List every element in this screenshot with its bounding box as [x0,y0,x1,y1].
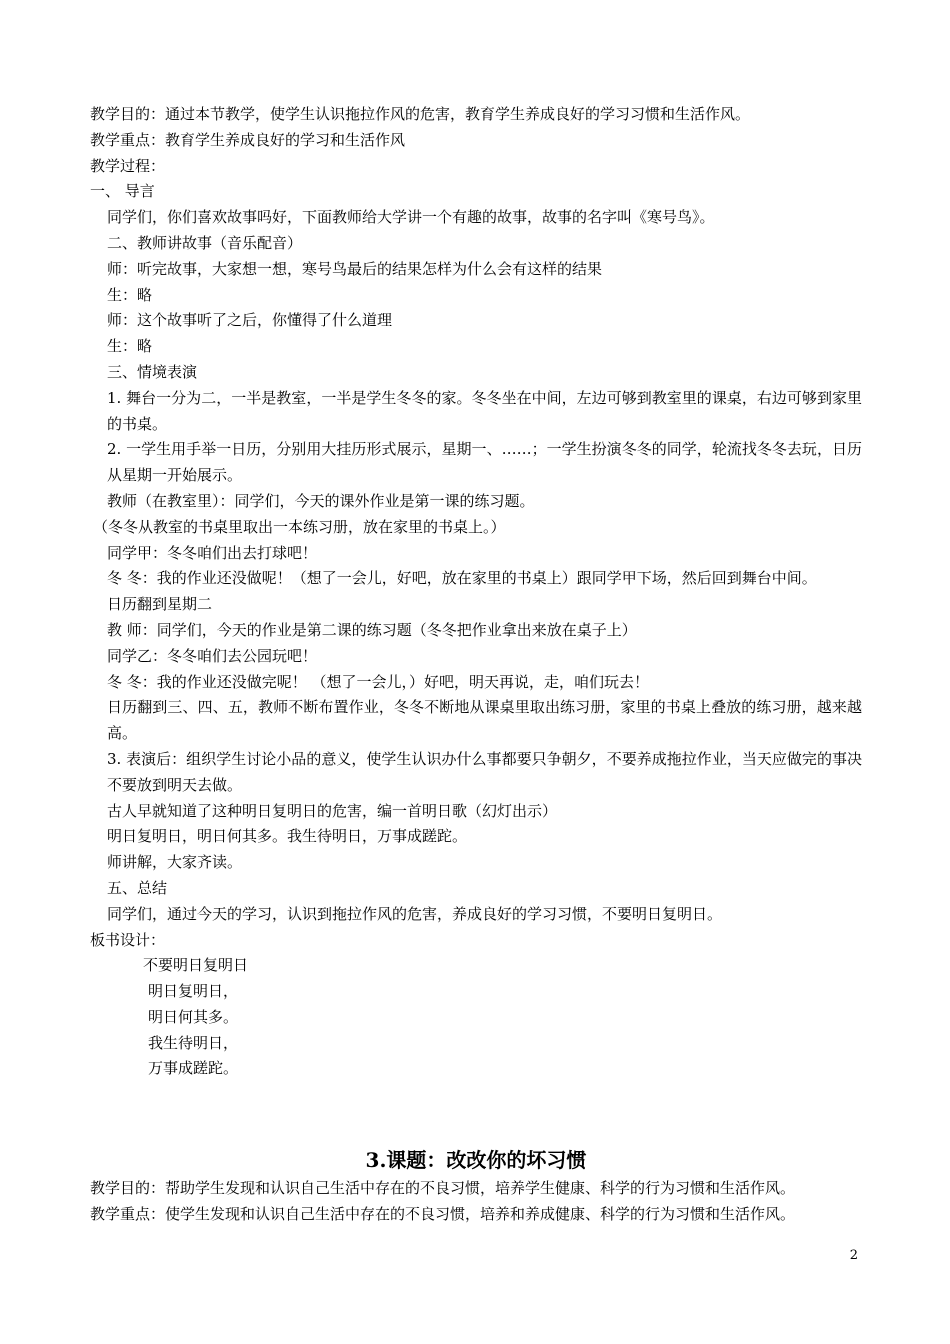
paragraph: 生：略 [107,285,153,304]
board-line: 明日何其多。 [148,1007,239,1026]
paragraph: 3. 表演后：组织学生讨论小品的意义，使学生认识办什么事都要只争朝夕，不要养成拖拉作业，当天应做完的事决不要放到明天去做。 [107,749,862,794]
lesson-heading: 3.课题：改改你的坏习惯 [365,1148,587,1173]
paragraph: 冬 冬：我的作业还没做呢！（想了一会儿，好吧，放在家里的书桌上）跟同学甲下场，然后回到舞台中间。 [107,569,817,588]
paragraph: 2. 一学生用手举一日历，分别用大挂历形式展示，星期一、……；一学生扮演冬冬的同学，轮流找冬冬去玩，日历从星期一开始展示。 [107,440,862,485]
paragraph: 1. 舞台一分为二，一半是教室，一半是学生冬冬的家。冬冬坐在中间，左边可够到教室里的课桌，右边可够到家里的书桌。 [107,388,862,433]
paragraph: 同学乙：冬冬咱们去公园玩吧！ [107,646,318,665]
paragraph: 日历翻到三、四、五，教师不断布置作业，冬冬不断地从课桌里取出练习册，家里的书桌上叠放的练习册，越来越高。 [107,698,862,743]
board-line: 我生待明日， [148,1033,239,1052]
paragraph: 教 师：同学们，今天的作业是第二课的练习题（冬冬把作业拿出来放在桌子上） [107,620,637,639]
board-line: 万事成蹉跎。 [148,1059,239,1078]
page-number: 2 [849,1248,858,1263]
process-label: 教学过程： [90,156,166,175]
section-story: 二、教师讲故事（音乐配音） [107,233,303,252]
paragraph: 同学们，通过今天的学习，认识到拖拉作风的危害，养成良好的学习习惯，不要明日复明日。 [107,904,723,923]
spacer [90,1082,862,1144]
paragraph: 古人早就知道了这种明日复明日的危害，编一首明日歌（幻灯出示） [107,801,558,820]
section-summary: 五、总结 [107,878,168,897]
section-roleplay: 三、情境表演 [107,362,198,381]
key-point-line: 教学重点：使学生发现和认识自己生活中存在的不良习惯，培养和养成健康、科学的行为习惯和生活作风。 [90,1205,796,1224]
paragraph: 师讲解，大家齐读。 [107,853,243,872]
board-line: 明日复明日， [148,982,239,1001]
paragraph: 同学甲：冬冬咱们出去打球吧！ [107,543,318,562]
objective-line: 教学目的：帮助学生发现和认识自己生活中存在的不良习惯，培养学生健康、科学的行为习惯和生活作风。 [90,1179,796,1198]
paragraph: 同学们，你们喜欢故事吗好，下面教师给大学讲一个有趣的故事，故事的名字叫《寒号鸟》。 [107,208,715,227]
paragraph: 日历翻到星期二 [107,595,213,614]
poem-line: 明日复明日，明日何其多。我生待明日，万事成蹉跎。 [107,827,468,846]
board-design-label: 板书设计： [90,930,166,949]
paragraph: 冬 冬：我的作业还没做完呢！ （想了一会儿，）好吧，明天再说，走，咱们玩去！ [107,672,650,691]
section-intro: 一、 导言 [90,182,155,201]
paragraph: 教师（在教室里）：同学们，今天的课外作业是第一课的练习题。 [107,491,535,510]
objective-line: 教学目的：通过本节教学，使学生认识拖拉作风的危害，教育学生养成良好的学习习惯和生活作风。 [90,105,751,123]
paragraph: 生：略 [107,337,153,356]
paragraph: 师：听完故事，大家想一想，寒号鸟最后的结果怎样为什么会有这样的结果 [107,259,603,278]
document-page [90,102,862,1228]
paragraph: （冬冬从教室的书桌里取出一本练习册，放在家里的书桌上。） [93,517,506,536]
key-point-line: 教学重点：教育学生养成良好的学习和生活作风 [90,130,406,149]
paragraph: 师：这个故事听了之后，你懂得了什么道理 [107,311,393,330]
board-line: 不要明日复明日 [143,956,249,975]
